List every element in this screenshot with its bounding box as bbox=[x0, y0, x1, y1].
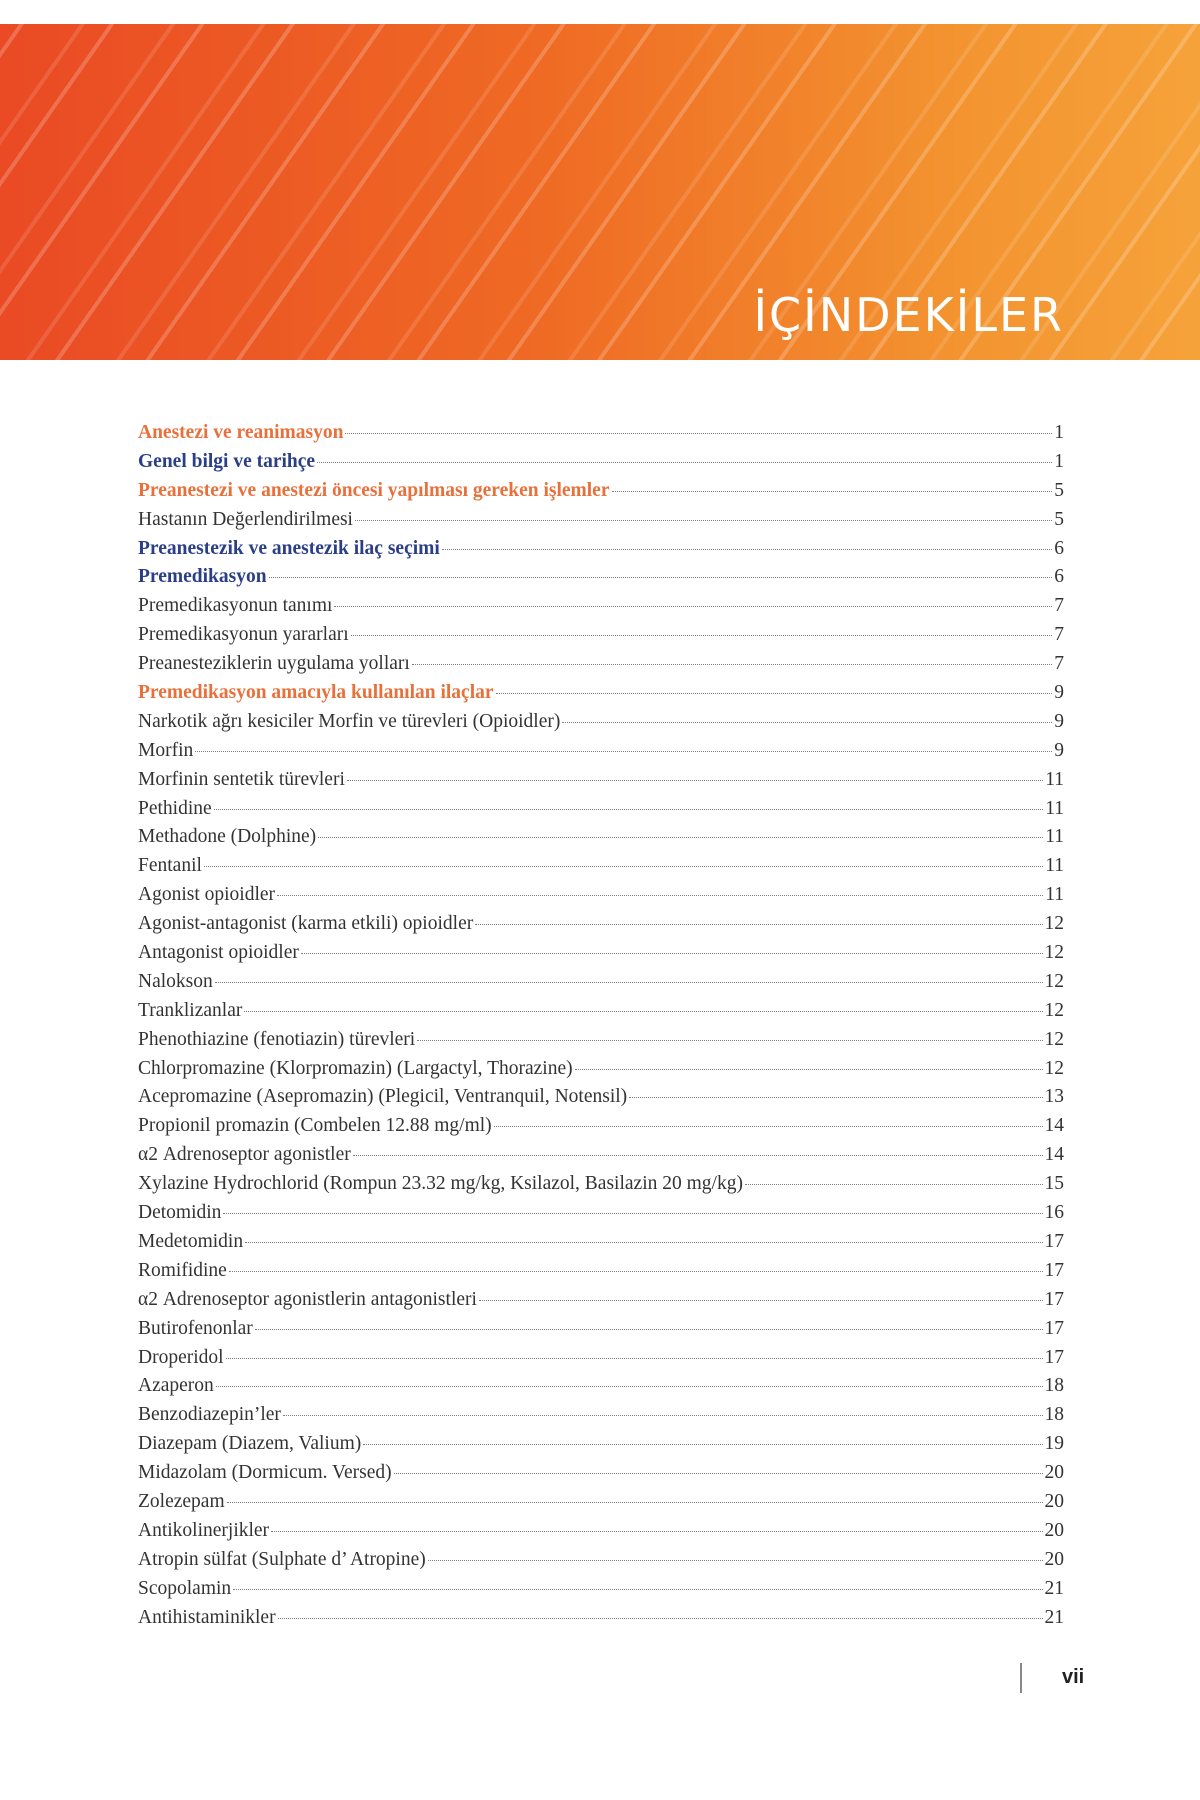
dot-leader bbox=[363, 1444, 1042, 1445]
toc-entry-title: Premedikasyon bbox=[138, 566, 267, 588]
toc-entry[interactable] bbox=[138, 798, 1064, 827]
toc-entry-title: Diazepam (Diazem, Valium) bbox=[138, 1433, 362, 1455]
dot-leader bbox=[223, 1213, 1042, 1214]
dot-leader bbox=[355, 520, 1052, 521]
toc-entry[interactable] bbox=[138, 942, 1064, 971]
dot-leader bbox=[255, 1329, 1043, 1330]
toc-entry-page: 17 bbox=[1044, 1230, 1064, 1252]
toc-entry[interactable] bbox=[138, 682, 1064, 711]
toc-entry-page: 9 bbox=[1054, 710, 1064, 732]
toc-entry[interactable] bbox=[138, 509, 1064, 538]
dot-leader bbox=[195, 751, 1052, 752]
dot-leader bbox=[496, 693, 1053, 694]
toc-entry-title: Morfinin sentetik türevleri bbox=[138, 768, 345, 790]
dot-leader bbox=[394, 1473, 1043, 1474]
dot-leader bbox=[271, 1531, 1042, 1532]
dot-leader bbox=[301, 953, 1043, 954]
dot-leader bbox=[226, 1358, 1043, 1359]
dot-leader bbox=[318, 837, 1043, 838]
toc-entry-title: Phenothiazine (fenotiazin) türevleri bbox=[138, 1028, 416, 1050]
table-of-contents bbox=[138, 422, 1064, 1635]
toc-entry[interactable] bbox=[138, 653, 1064, 682]
toc-entry-title: Anestezi ve reanimasyon bbox=[138, 422, 344, 443]
toc-entry[interactable] bbox=[138, 1549, 1064, 1578]
dot-leader bbox=[345, 433, 1052, 434]
dot-leader bbox=[351, 635, 1053, 636]
dot-leader bbox=[317, 462, 1052, 463]
toc-entry-title: Acepromazine (Asepromazin) (Plegicil, Ventranquil, Notensil) bbox=[138, 1086, 628, 1108]
toc-entry-page: 15 bbox=[1044, 1173, 1064, 1195]
toc-entry-page: 5 bbox=[1054, 479, 1064, 501]
toc-entry[interactable] bbox=[138, 1404, 1064, 1433]
dot-leader bbox=[215, 982, 1043, 983]
toc-entry[interactable] bbox=[138, 624, 1064, 653]
toc-entry[interactable] bbox=[138, 855, 1064, 884]
dot-leader bbox=[412, 664, 1052, 665]
toc-entry-title: α2 Adrenoseptor agonistler bbox=[138, 1144, 351, 1166]
toc-entry-title: Romifidine bbox=[138, 1259, 227, 1281]
toc-entry-page: 9 bbox=[1054, 739, 1064, 761]
toc-entry-title: Xylazine Hydrochlorid (Rompun 23.32 mg/kg, Ksilazol, Basilazin 20 mg/kg) bbox=[138, 1173, 743, 1195]
toc-entry-page: 11 bbox=[1045, 768, 1064, 790]
dot-leader bbox=[494, 1126, 1043, 1127]
toc-entry-title: Hastanın Değerlendirilmesi bbox=[138, 508, 353, 530]
dot-leader bbox=[204, 866, 1043, 867]
toc-entry-title: Midazolam (Dormicum. Versed) bbox=[138, 1462, 392, 1484]
toc-entry-page: 20 bbox=[1044, 1490, 1064, 1512]
toc-entry[interactable] bbox=[138, 1000, 1064, 1029]
toc-entry-page: 12 bbox=[1044, 1028, 1064, 1050]
toc-entry[interactable] bbox=[138, 1260, 1064, 1289]
dot-leader bbox=[442, 549, 1052, 550]
toc-entry-page: 11 bbox=[1045, 884, 1064, 906]
toc-entry-page: 12 bbox=[1044, 1057, 1064, 1079]
toc-entry-page: 12 bbox=[1044, 913, 1064, 935]
dot-leader bbox=[278, 1618, 1043, 1619]
toc-entry-title: Benzodiazepin’ler bbox=[138, 1404, 281, 1426]
toc-entry-title: Pethidine bbox=[138, 797, 212, 819]
dot-leader bbox=[244, 1011, 1042, 1012]
toc-entry-title: Butirofenonlar bbox=[138, 1317, 253, 1339]
dot-leader bbox=[475, 924, 1042, 925]
dot-leader bbox=[269, 577, 1053, 578]
toc-entry[interactable] bbox=[138, 1231, 1064, 1260]
toc-entry-title: Premedikasyonun tanımı bbox=[138, 595, 333, 617]
toc-entry-title: Detomidin bbox=[138, 1202, 222, 1224]
toc-entry-page: 17 bbox=[1044, 1288, 1064, 1310]
toc-entry[interactable] bbox=[138, 769, 1064, 798]
toc-entry[interactable] bbox=[138, 884, 1064, 913]
toc-entry-page: 21 bbox=[1044, 1606, 1064, 1628]
toc-entry[interactable] bbox=[138, 913, 1064, 942]
toc-entry-page: 11 bbox=[1045, 855, 1064, 877]
dot-leader bbox=[428, 1560, 1043, 1561]
toc-entry-page: 5 bbox=[1054, 508, 1064, 530]
toc-entry-title: Premedikasyon amacıyla kullanılan ilaçlar bbox=[138, 682, 494, 704]
toc-entry-page: 19 bbox=[1044, 1433, 1064, 1455]
toc-entry[interactable] bbox=[138, 451, 1064, 480]
toc-entry-title: Scopolamin bbox=[138, 1577, 232, 1599]
page-number: vii bbox=[1062, 1666, 1085, 1688]
dot-leader bbox=[227, 1502, 1043, 1503]
toc-entry-page: 12 bbox=[1044, 999, 1064, 1021]
dot-leader bbox=[233, 1589, 1042, 1590]
toc-entry-page: 6 bbox=[1054, 537, 1064, 559]
dot-leader bbox=[417, 1040, 1042, 1041]
toc-entry-title: Preanestezik ve anestezik ilaç seçimi bbox=[138, 537, 440, 559]
toc-entry[interactable] bbox=[138, 711, 1064, 740]
dot-leader bbox=[562, 722, 1052, 723]
toc-entry[interactable] bbox=[138, 826, 1064, 855]
toc-entry-page: 18 bbox=[1044, 1404, 1064, 1426]
toc-entry[interactable] bbox=[138, 538, 1064, 567]
header-banner bbox=[0, 24, 1200, 360]
toc-entry[interactable] bbox=[138, 1202, 1064, 1231]
toc-entry-title: Fentanil bbox=[138, 855, 202, 877]
toc-entry-page: 12 bbox=[1044, 970, 1064, 992]
toc-entry-title: α2 Adrenoseptor agonistlerin antagonistleri bbox=[138, 1288, 477, 1310]
dot-leader bbox=[745, 1184, 1043, 1185]
toc-entry[interactable] bbox=[138, 971, 1064, 1000]
dot-leader bbox=[629, 1097, 1042, 1098]
toc-entry-page: 6 bbox=[1054, 566, 1064, 588]
toc-entry-page: 7 bbox=[1054, 653, 1064, 675]
toc-entry-page: 17 bbox=[1044, 1259, 1064, 1281]
toc-entry-page: 18 bbox=[1044, 1375, 1064, 1397]
toc-entry[interactable] bbox=[138, 1058, 1064, 1087]
dot-leader bbox=[216, 1386, 1043, 1387]
page-title: İÇİNDEKİLER bbox=[753, 288, 1064, 342]
dot-leader bbox=[245, 1242, 1042, 1243]
toc-entry-title: Agonist-antagonist (karma etkili) opioidler bbox=[138, 913, 474, 935]
toc-entry-page: 20 bbox=[1044, 1462, 1064, 1484]
toc-entry[interactable] bbox=[138, 1375, 1064, 1404]
toc-entry-title: Methadone (Dolphine) bbox=[138, 826, 317, 848]
dot-leader bbox=[277, 895, 1043, 896]
toc-entry-page: 14 bbox=[1044, 1144, 1064, 1166]
toc-entry-page: 16 bbox=[1044, 1202, 1064, 1224]
toc-entry[interactable] bbox=[138, 566, 1064, 595]
toc-entry-title: Medetomidin bbox=[138, 1230, 244, 1252]
toc-entry-title: Narkotik ağrı kesiciler Morfin ve türevleri (Opioidler) bbox=[138, 710, 561, 732]
toc-entry-page: 14 bbox=[1044, 1115, 1064, 1137]
toc-entry-title: Tranklizanlar bbox=[138, 999, 243, 1021]
toc-entry[interactable] bbox=[138, 1520, 1064, 1549]
toc-entry[interactable] bbox=[138, 480, 1064, 509]
toc-entry[interactable] bbox=[138, 1144, 1064, 1173]
dot-leader bbox=[479, 1300, 1043, 1301]
dot-leader bbox=[334, 606, 1052, 607]
toc-entry-title: Zolezepam bbox=[138, 1490, 225, 1512]
toc-entry[interactable] bbox=[138, 1433, 1064, 1462]
dot-leader bbox=[347, 780, 1043, 781]
dot-leader bbox=[283, 1415, 1043, 1416]
dot-leader bbox=[575, 1069, 1043, 1070]
dot-leader bbox=[229, 1271, 1043, 1272]
dot-leader bbox=[353, 1155, 1043, 1156]
toc-entry[interactable] bbox=[138, 1318, 1064, 1347]
top-margin bbox=[0, 0, 1200, 24]
toc-entry[interactable] bbox=[138, 1462, 1064, 1491]
toc-entry-page: 1 bbox=[1054, 422, 1064, 443]
toc-entry[interactable] bbox=[138, 1289, 1064, 1318]
toc-entry[interactable] bbox=[138, 1086, 1064, 1115]
toc-entry-title: Propionil promazin (Combelen 12.88 mg/ml) bbox=[138, 1115, 492, 1137]
toc-entry-title: Agonist opioidler bbox=[138, 884, 276, 906]
toc-entry-title: Premedikasyonun yararları bbox=[138, 624, 349, 646]
toc-entry-title: Nalokson bbox=[138, 970, 213, 992]
toc-entry-page: 11 bbox=[1045, 797, 1064, 819]
footer-divider bbox=[1020, 1663, 1022, 1693]
toc-entry-page: 7 bbox=[1054, 624, 1064, 646]
toc-entry[interactable] bbox=[138, 740, 1064, 769]
toc-entry-page: 17 bbox=[1044, 1346, 1064, 1368]
toc-entry-title: Morfin bbox=[138, 739, 194, 761]
toc-entry[interactable] bbox=[138, 1607, 1064, 1636]
toc-entry-title: Antagonist opioidler bbox=[138, 942, 299, 964]
toc-entry[interactable] bbox=[138, 595, 1064, 624]
toc-entry[interactable] bbox=[138, 1491, 1064, 1520]
toc-entry-page: 7 bbox=[1054, 595, 1064, 617]
toc-entry[interactable] bbox=[138, 1115, 1064, 1144]
toc-entry-title: Genel bilgi ve tarihçe bbox=[138, 450, 316, 472]
toc-entry[interactable] bbox=[138, 1029, 1064, 1058]
toc-entry-title: Preanestezi ve anestezi öncesi yapılması gereken işlemler bbox=[138, 479, 610, 501]
toc-entry-title: Preanesteziklerin uygulama yolları bbox=[138, 653, 410, 675]
toc-entry-page: 20 bbox=[1044, 1548, 1064, 1570]
toc-entry[interactable] bbox=[138, 1578, 1064, 1607]
dot-leader bbox=[214, 809, 1044, 810]
toc-entry-page: 17 bbox=[1044, 1317, 1064, 1339]
toc-entry-page: 12 bbox=[1044, 942, 1064, 964]
toc-entry[interactable] bbox=[138, 1347, 1064, 1376]
dot-leader bbox=[612, 491, 1053, 492]
toc-entry-title: Antihistaminikler bbox=[138, 1606, 276, 1628]
toc-entry-page: 21 bbox=[1044, 1577, 1064, 1599]
toc-entry-title: Chlorpromazine (Klorpromazin) (Largactyl, Thorazine) bbox=[138, 1057, 573, 1079]
toc-entry-title: Azaperon bbox=[138, 1375, 214, 1397]
toc-entry-page: 9 bbox=[1054, 682, 1064, 704]
toc-entry-title: Atropin sülfat (Sulphate d’ Atropine) bbox=[138, 1548, 426, 1570]
toc-entry-page: 13 bbox=[1044, 1086, 1064, 1108]
toc-entry-title: Droperidol bbox=[138, 1346, 224, 1368]
toc-entry[interactable] bbox=[138, 422, 1064, 451]
toc-entry-title: Antikolinerjikler bbox=[138, 1519, 270, 1541]
toc-entry-page: 1 bbox=[1054, 450, 1064, 472]
toc-entry-page: 20 bbox=[1044, 1519, 1064, 1541]
toc-entry[interactable] bbox=[138, 1173, 1064, 1202]
toc-entry-page: 11 bbox=[1045, 826, 1064, 848]
